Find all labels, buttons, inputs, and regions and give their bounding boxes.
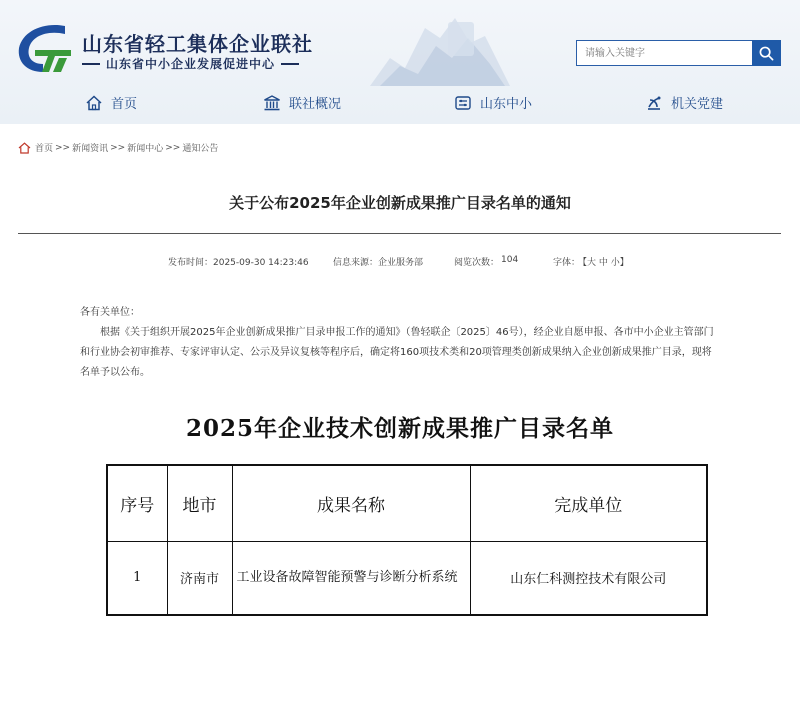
article-title: 关于公布2025年企业创新成果推广目录名单的通知 — [229, 194, 571, 212]
article-body — [80, 303, 720, 383]
search-box — [576, 40, 781, 66]
views-label: 阅览次数： — [454, 258, 500, 268]
party-emblem-icon — [645, 94, 663, 112]
subtitle-line-right — [281, 63, 299, 65]
cell-achievement-name: 工业设备故障智能预警与诊断分析系统 — [232, 541, 470, 615]
breadcrumb-news[interactable]: 新闻资讯 — [72, 144, 109, 154]
title-divider — [18, 233, 781, 234]
font-size-label: 字体： — [553, 258, 581, 268]
breadcrumb-home[interactable]: 首页 — [35, 144, 54, 154]
breadcrumb — [18, 141, 218, 154]
cell-city: 济南市 — [167, 541, 232, 615]
results-table — [106, 464, 708, 616]
nav-item-shandong-sme[interactable] — [454, 93, 532, 112]
body-paragraph: 根据《关于组织开展2025年企业创新成果推广目录申报工作的通知》（鲁轻联企〔2025〕46号），经企业自愿申报、各市中小企业主管部门和行业协会初审推荐、专家评审认定、公示及异议复核等程序后，确定将160项技术类和20项管理类创新成果纳入企业创新成果推广目录，现将名单予以公布。 — [80, 327, 714, 378]
site-title: 山东省轻工集体企业联社 — [82, 32, 313, 56]
main-nav — [0, 93, 800, 117]
breadcrumb-notices[interactable]: 通知公告 — [182, 144, 219, 154]
nav-item-party-building[interactable] — [645, 93, 723, 112]
breadcrumb-separator: >> — [55, 142, 71, 153]
col-header-unit: 完成单位 — [470, 465, 707, 541]
home-icon — [18, 142, 31, 154]
breadcrumb-separator: >> — [110, 142, 126, 153]
nav-item-label: 联社概况 — [289, 97, 342, 112]
nav-item-home[interactable] — [85, 93, 137, 112]
nav-item-label: 山东中小 — [480, 97, 533, 112]
search-button[interactable] — [752, 40, 781, 66]
nav-item-label: 首页 — [111, 97, 138, 112]
cell-completing-unit: 山东仁科测控技术有限公司 — [470, 541, 707, 615]
panel-icon — [454, 94, 472, 112]
font-size-controls[interactable]: 【大 中 小】 — [578, 258, 629, 268]
views-count: 104 — [501, 255, 519, 265]
nav-item-about[interactable] — [263, 93, 341, 112]
col-header-city: 地市 — [167, 465, 232, 541]
nav-item-label: 机关党建 — [671, 97, 724, 112]
home-icon — [85, 94, 103, 112]
info-source: 信息来源：企业服务部 — [333, 258, 424, 268]
mountain-decoration-icon — [370, 8, 510, 88]
site-subtitle — [82, 55, 299, 72]
search-icon — [759, 46, 774, 61]
breadcrumb-separator: >> — [165, 142, 181, 153]
table-header-row — [107, 465, 707, 541]
site-header — [0, 0, 800, 124]
col-header-number: 序号 — [107, 465, 167, 541]
col-header-name: 成果名称 — [232, 465, 470, 541]
breadcrumb-news-center[interactable]: 新闻中心 — [127, 144, 164, 154]
table-row — [107, 541, 707, 615]
search-input[interactable] — [576, 40, 752, 66]
greeting: 各有关单位： — [80, 307, 140, 318]
subtitle-line-left — [82, 63, 100, 65]
list-title: 2025年企业技术创新成果推广目录名单 — [185, 415, 614, 442]
cell-number: 1 — [107, 541, 167, 615]
site-subtitle-text: 山东省中小企业发展促进中心 — [106, 57, 276, 71]
logo-icon[interactable] — [15, 20, 73, 76]
publish-time: 发布时间：2025-09-30 14:23:46 — [168, 258, 309, 268]
building-icon — [263, 94, 281, 112]
